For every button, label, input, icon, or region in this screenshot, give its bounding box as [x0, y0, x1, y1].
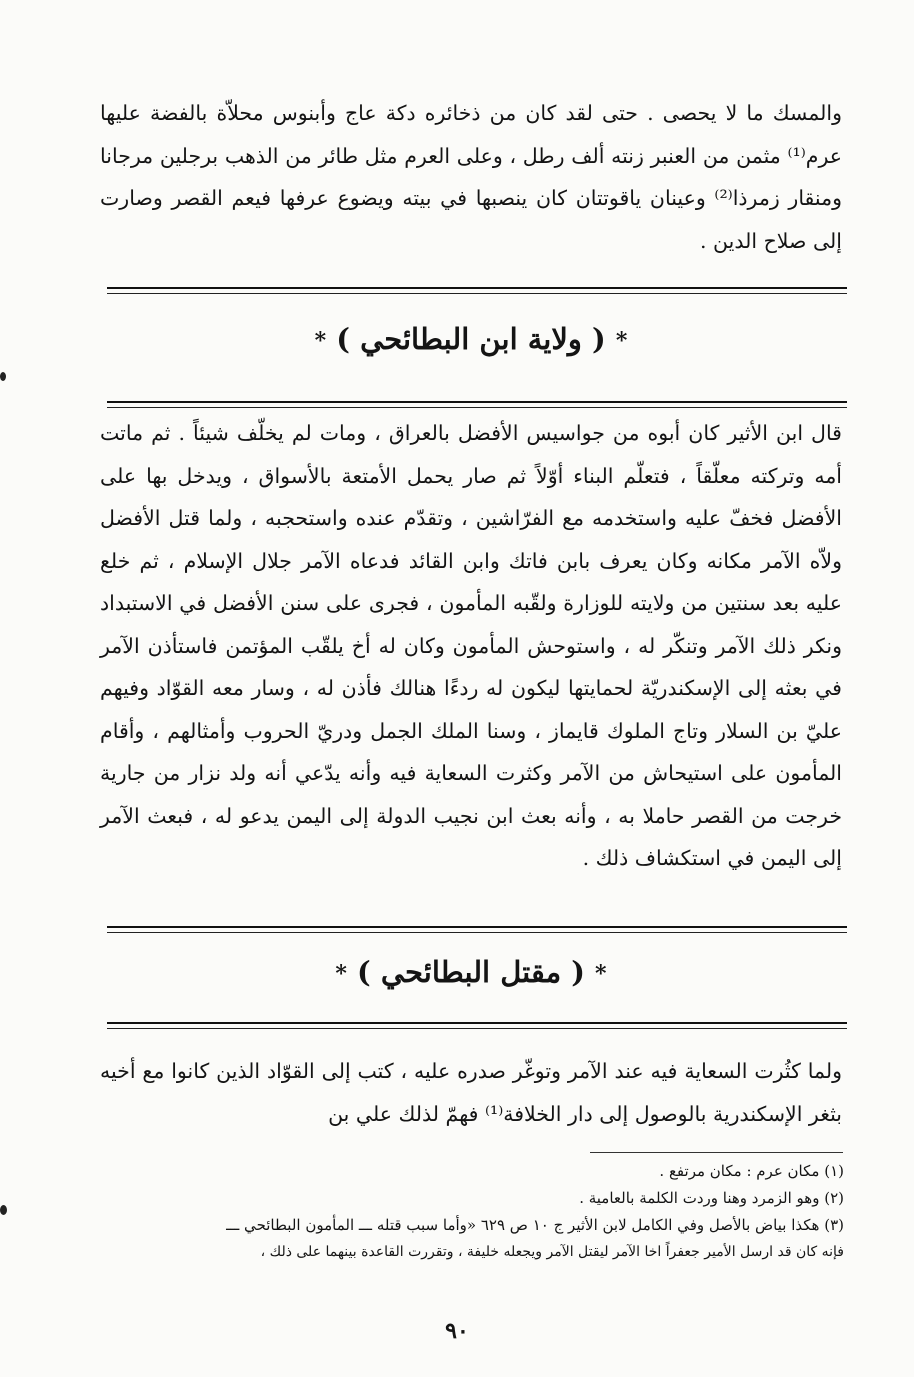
- section-title-1: ( ولاية ابن البطائحي ): [336, 322, 606, 356]
- footnote-2: (٢) وهو الزمرد وهنا وردت الكلمة بالعامية .: [579, 1189, 844, 1207]
- scan-speck: [0, 372, 6, 381]
- section-divider-top-2b: [107, 932, 847, 933]
- footnote-separator: [590, 1152, 843, 1153]
- asterisk-ornament: *: [335, 961, 347, 987]
- section-divider-bottom-1b: [107, 407, 847, 408]
- scan-speck: [0, 1205, 7, 1215]
- section-divider-top-2: [107, 926, 847, 928]
- section-1-paragraph: [100, 412, 842, 912]
- asterisk-ornament: *: [314, 328, 327, 354]
- asterisk-ornament: *: [595, 961, 607, 987]
- section-title-2: ( مقتل البطائحي ): [357, 955, 585, 989]
- section-heading-2: [100, 955, 842, 989]
- section-1-text: قال ابن الأثير كان أبوه من جواسيس الأفضل بالعراق ، ومات لم يخلّف شيئاً . ثم ماتت أمه وتركته معلّقاً ، فتعلّم البناء أوّلاً ثم صار يحمل الأمتعة بالأسواق ، ويدخل بها على الأفضل فخفّ عليه واستخدمه مع الفرّاشين ، وتقدّم عنده واستحجبه ، ولما قتل الأفضل ولاّه الآمر مكانه وكان يعرف بابن فاتك وابن القائد فدعاه الآمر جلال الإسلام ، ثم خلع عليه بعد سنتين من ولايته للوزارة ولقّبه المأمون ، فجرى على سنن الأفضل في الاستبداد ونكر ذلك الآمر وتنكّر له ، واستوحش المأمون وكان له أخ يلقّب المؤتمن فاستأذن الآمر في بعثه إلى الإسكندريّة لحمايتها ليكون له ردءًا هنالك فأذن له ، وسار معه القوّاد وفيهم عليّ بن السلار وتاج الملوك قايماز ، وسنا الملك الجمل ودريّ الحروب وأمثالهم ، وأقام المأمون على استيحاش من الآمر وكثرت السعاية فيه وأنه يدّعي أنه ولد نزار من جارية خرجت من القصر حاملا به ، وأنه بعث ابن نجيب الدولة إلى اليمن يدعو له ، فبعث الآمر إلى اليمن في استكشاف ذلك .: [100, 421, 842, 870]
- section-divider-bottom-1: [107, 401, 847, 403]
- asterisk-ornament: *: [615, 328, 628, 354]
- footnotes: [100, 1158, 844, 1266]
- section-2-paragraph: [100, 1050, 842, 1140]
- section-divider-bottom-2: [107, 1022, 847, 1024]
- section-heading-1: [100, 322, 842, 356]
- footnote-1: (١) مكان عرم : مكان مرتفع .: [659, 1162, 844, 1180]
- intro-paragraph: [100, 92, 842, 272]
- footnote-3: (٣) هكذا بياض بالأصل وفي الكامل لابن الأثير ج ١٠ ص ٦٢٩ «وأما سبب قتله ـــ المأمون البطائحي ـــ: [226, 1216, 844, 1234]
- section-divider-top-1: [107, 287, 847, 289]
- page-number: ٩٠: [445, 1318, 469, 1344]
- section-divider-bottom-2b: [107, 1028, 847, 1029]
- section-divider-top-1b: [107, 293, 847, 294]
- section-2-text: ولما كثُرت السعاية فيه عند الآمر وتوغّر صدره عليه ، كتب إلى القوّاد الذين كانوا مع أخيه بثغر الإسكندرية بالوصول إلى دار الخلافة⁽¹⁾ فهمّ لذلك علي بن: [100, 1059, 842, 1126]
- intro-paragraph-text: والمسك ما لا يحصى . حتى لقد كان من ذخائره دكة عاج وأبنوس محلاّة بالفضة عليها عرم⁽¹⁾ مثمن من العنبر زنته ألف رطل ، وعلى العرم مثل طائر من الذهب برجلين مرجانا ومنقار زمرذا⁽²⁾ وعينان ياقوتتان كان ينصبها في بيته ويضوع عرفها فيعم القصر وصارت إلى صلاح الدين .: [100, 101, 842, 253]
- footnote-3-continued: فإنه كان قد ارسل الأمير جعفراً اخا الآمر ليقتل الآمر ويجعله خليفة ، وتقررت القاعدة بينهما على ذلك ،: [260, 1244, 844, 1260]
